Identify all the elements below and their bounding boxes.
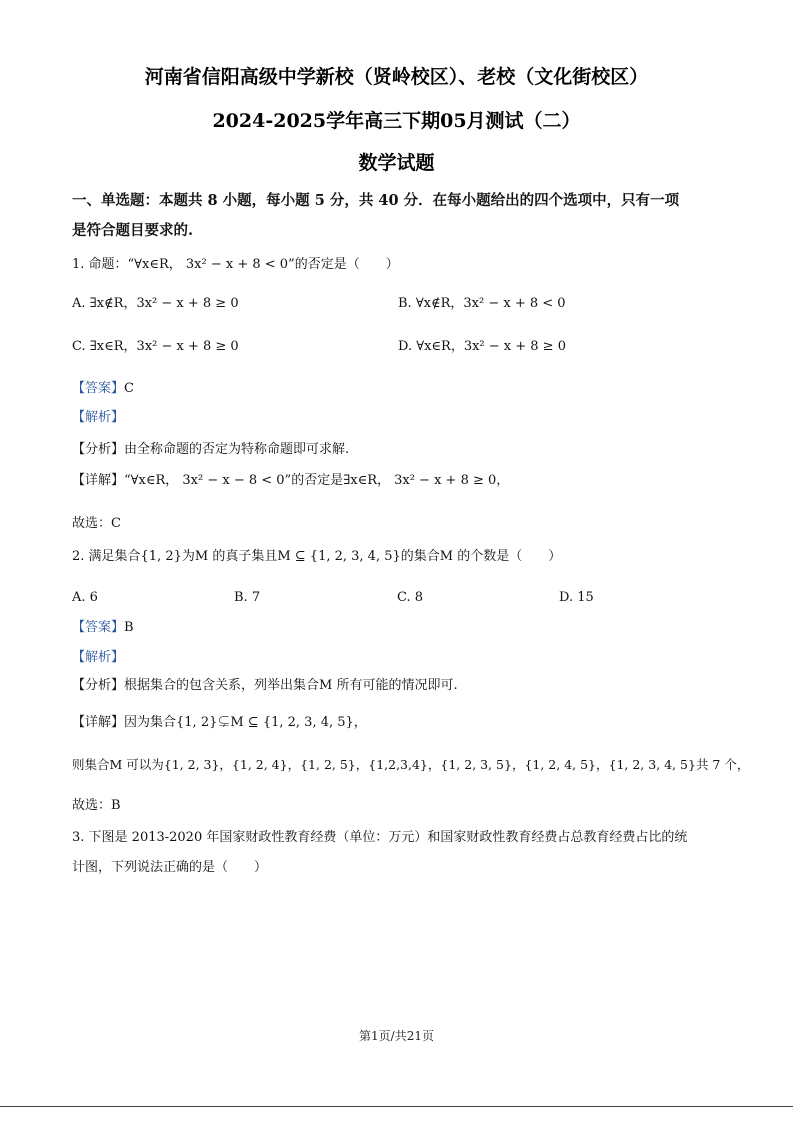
q1-choose: 故选：C [72,516,121,531]
q1-answer-row [72,380,134,398]
q2-list: 则集合M 可以为{1, 2, 3}，{1, 2, 4}，{1, 2, 5}，{1,2,3,4}，{1, 2, 3, 5}，{1, 2, 4, 5}，{1, 2, 3, 4, 5}共 7 个， [72,757,750,772]
q2-choose: 故选：B [72,798,121,813]
q2-stem: 2. 满足集合{1, 2}为M 的真子集且M ⊆ {1, 2, 3, 4, 5}的集合M 的个数是（ ） [72,549,562,564]
q1-answer: C [124,381,134,396]
q2-answer: B [124,620,134,635]
q2-xiangjie-row [72,714,367,732]
q1-option-c: C. ∃x∈R，3x² − x + 8 ≥ 0 [72,339,239,354]
q1-fenxi-row [72,441,349,459]
q2-option-d: D. 15 [559,590,594,605]
q1-fenxi: 由全称命题的否定为特称命题即可求解. [124,442,350,457]
q1-stem: 1. 命题：“∀x∈R， 3x² − x + 8 < 0”的否定是（ ） [72,257,399,272]
section-heading-line2: 是符合题目要求的. [72,222,194,239]
q2-answer-tag: 【答案】 [72,620,125,635]
section-heading-line1: 一、单选题：本题共 8 小题，每小题 5 分，共 40 分．在每小题给出的四个选项中，只有一项 [72,192,680,209]
q1-analysis-tag: 【解析】 [72,410,125,425]
q2-fenxi-row [72,677,458,695]
q1-answer-tag: 【答案】 [72,381,125,396]
q2-fenxi-tag: 【分析】 [72,678,125,693]
q2-analysis-tag: 【解析】 [72,650,125,665]
q3-stem-line1: 3. 下图是 2013-2020 年国家财政性教育经费（单位：万元）和国家财政性教育经费占总教育经费占比的统 [72,830,688,845]
exam-title: 2024-2025学年高三下期05月测试（二） [212,110,581,132]
q2-answer-row [72,619,134,637]
q2-option-b: B. 7 [234,590,261,605]
q2-option-c: C. 8 [397,590,424,605]
q2-option-a: A. 6 [72,590,98,605]
q1-xiangjie-row [72,472,509,490]
q3-stem-line2: 计图，下列说法正确的是（ ） [72,860,268,875]
q1-xiangjie: “∀x∈R， 3x² − x − 8 < 0”的否定是∃x∈R， 3x² − x + 8 ≥ 0， [124,473,510,488]
q1-xiangjie-tag: 【详解】 [72,473,125,488]
q2-xiangjie: 因为集合{1, 2}⊊M ⊆ {1, 2, 3, 4, 5}， [124,715,367,730]
school-title: 河南省信阳高级中学新校（贤岭校区）、老校（文化街校区） [144,66,649,88]
q1-option-b: B. ∀x∉R，3x² − x + 8 < 0 [398,296,566,311]
q1-option-d: D. ∀x∈R，3x² − x + 8 ≥ 0 [398,339,566,354]
q1-option-a: A. ∃x∉R，3x² − x + 8 ≥ 0 [72,296,239,311]
q2-xiangjie-tag: 【详解】 [72,715,125,730]
bottom-divider [0,1106,793,1107]
page-footer: 第1页/共21页 [359,1029,434,1043]
q1-fenxi-tag: 【分析】 [72,442,125,457]
q2-fenxi: 根据集合的包含关系，列举出集合M 所有可能的情况即可. [124,678,458,693]
subject-title: 数学试题 [358,152,435,174]
